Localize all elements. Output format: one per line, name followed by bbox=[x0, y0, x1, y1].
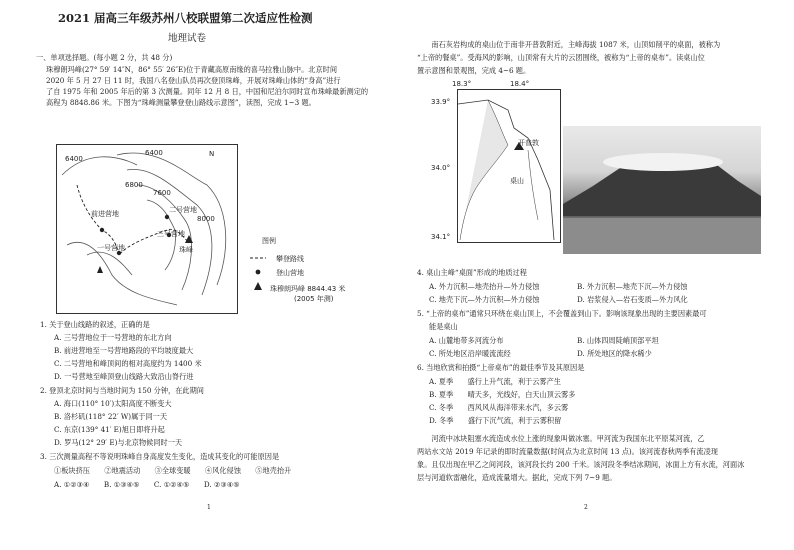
exam-subtitle: 地理试卷 bbox=[168, 33, 207, 44]
q6-option-b: B. 夏季 晴天多，光线好，白天山顶云雾多 bbox=[429, 390, 576, 399]
lat-label: 33.9° bbox=[431, 98, 451, 106]
lat-label: 34.1° bbox=[431, 233, 451, 241]
intro-line: 置示意图和景观图，完成 4~6 题。 bbox=[417, 66, 531, 75]
intro-line: “上帝的餐桌”。受海风的影响，山顶常有大片的云团围绕，被称为“上帝的桌布”。读桌山位 bbox=[417, 53, 705, 62]
contour-label: 6400 bbox=[145, 149, 163, 157]
q1-stem: 1. 关于登山线路的叙述，正确的是 bbox=[40, 320, 150, 329]
q2-option-d: D. 罗马(12° 29′ E)与北京物候同时一天 bbox=[54, 438, 183, 447]
page-number: 1 bbox=[207, 504, 211, 511]
q4-option-a: A. 外力沉积—地壳抬升—外力侵蚀 bbox=[429, 282, 540, 291]
section-heading: 一、单项选择题。(每小题 2 分，共 48 分) bbox=[36, 53, 173, 62]
q5-option-b: B. 山体四周陡峭顶部平坦 bbox=[577, 336, 659, 345]
q6-option-d: D. 冬季 盛行下沉气流，利于云雾积留 bbox=[429, 416, 562, 425]
legend-year-label: (2005 年测) bbox=[294, 295, 334, 303]
right-page bbox=[397, 0, 794, 550]
q2-stem: 2. 登顶北京时间与当地时间为 150 分钟，在此期间 bbox=[40, 386, 204, 395]
north-arrow: N bbox=[209, 150, 215, 158]
camp-forward-label: 前进营地 bbox=[91, 210, 119, 218]
q2-option-c: C. 东京(139° 41′ E)旭日即将升起 bbox=[54, 425, 165, 434]
lon-label: 18.4° bbox=[510, 80, 530, 88]
legend-peak-label: 珠穆朗玛峰 8844.43 米 bbox=[270, 285, 346, 293]
camp-two-label: 二号营地 bbox=[169, 206, 197, 214]
camp-three-label: 三号营地 bbox=[157, 230, 185, 238]
lon-label: 18.3° bbox=[452, 80, 472, 88]
city-label: 开普敦 bbox=[518, 139, 539, 147]
passage-line: 河流中冰块阻塞水流造成水位上涨的现象叫做冰塞。甲河流为我国东北平原某河流，乙 bbox=[417, 434, 705, 443]
passage-line: 两站水文站 2019 年记录的即时流量数据(时间点为北京时间 13 点)。该河流春秋两季有流凌现 bbox=[417, 447, 718, 456]
q4-option-c: C. 地壳下沉—外力沉积—外力侵蚀 bbox=[429, 295, 540, 304]
q4-option-d: D. 岩浆侵入—岩石变质—外力风化 bbox=[577, 295, 688, 304]
q4-stem: 4. 桌山主峰“桌面”形成的地质过程 bbox=[417, 268, 527, 277]
q5-option-d: D. 所处地区的降水稀少 bbox=[577, 349, 652, 358]
q3-choices: A. ①②③④ B. ①③④⑤ C. ①②④⑤ D. ②③④⑤ bbox=[54, 480, 240, 489]
q1-option-a: A. 三号营地位于一号营地的东北方向 bbox=[54, 333, 172, 342]
intro-line: 南石灰岩构成的桌山位于南非开普敦附近，主峰海拔 1087 米，山顶如削平的桌面，被称为 bbox=[417, 40, 721, 49]
passage-line: 象。且仅出现在甲乙之间河段，该河段长约 200 千米。该河段冬季结冰期间，冰面上方有水流，河面冰 bbox=[417, 460, 745, 469]
passage-line: 层与河道软雷融化，造成流量增大。据此，完成下列 7~9 题。 bbox=[417, 473, 617, 482]
q6-option-c: C. 冬季 西风风从海洋带来水汽，多云雾 bbox=[429, 403, 569, 412]
coastline bbox=[458, 90, 560, 242]
intro-line: 了自 1975 年和 2005 年后的第 3 次测量。同年 12 月 8 日，中国和尼泊尔同时宣布珠峰最新测定的 bbox=[46, 87, 369, 96]
q6-option-a: A. 夏季 盛行上升气流，利于云雾产生 bbox=[429, 377, 561, 386]
contour-label: 6400 bbox=[65, 155, 83, 163]
legend-route-label: 攀登路线 bbox=[276, 255, 304, 263]
q5-stem-cont: 能是桌山 bbox=[429, 322, 458, 331]
intro-line: 2020 年 5 月 27 日 11 时，我国八名登山队员再次登顶珠峰，开展对珠峰山体的“身高”进行 bbox=[46, 76, 341, 85]
map-legend bbox=[246, 236, 376, 316]
intro-line: 珠穆朗玛峰(27° 59′ 14″N，86° 55′ 26″E)位于青藏高原南缘的喜马拉雅山脉中。北京时间 bbox=[46, 65, 338, 74]
mountain-label: 桌山 bbox=[510, 177, 524, 185]
legend-symbols bbox=[246, 236, 376, 316]
summit-label: 珠峰 bbox=[179, 246, 193, 254]
everest-route-map bbox=[56, 144, 238, 314]
q5-option-c: C. 所处地区沿岸暖流流经 bbox=[429, 349, 511, 358]
contour-label: 7600 bbox=[153, 189, 171, 197]
camp-one-label: 一号营地 bbox=[97, 244, 125, 252]
page-number: 2 bbox=[584, 504, 588, 511]
q6-stem: 6. 当地欣赏和拍摄“上帝桌布”的最佳季节及其原因是 bbox=[417, 363, 585, 372]
q2-option-b: B. 洛杉矶(118° 22′ W)属于同一天 bbox=[54, 412, 168, 421]
contour-lines bbox=[57, 145, 237, 313]
q3-items: ①板块挤压 ②地震活动 ③全球变暖 ④风化侵蚀 ⑤地壳抬升 bbox=[54, 466, 292, 475]
legend-camp-label: 登山营地 bbox=[276, 269, 304, 277]
contour-label: 8000 bbox=[197, 215, 215, 223]
table-mountain-photo bbox=[563, 126, 761, 254]
q1-option-d: D. 一号营地至峰顶登山线路大致沿山脊行进 bbox=[54, 372, 194, 381]
table-mountain-map bbox=[457, 89, 561, 243]
intro-line: 高程为 8848.86 米。下图为“珠峰测量攀登登山路线示意图”，读图，完成 1~3 题。 bbox=[46, 98, 316, 107]
q3-stem: 3. 三次测量高程不等说明珠峰自身高度发生变化，造成其变化的可能原因是 bbox=[40, 452, 280, 461]
mountain-silhouette bbox=[563, 126, 761, 254]
exam-title: 2021 届高三年级苏州八校联盟第二次适应性检测 bbox=[58, 11, 313, 25]
q5-option-a: A. 山麓地带多河流分布 bbox=[429, 336, 504, 345]
contour-label: 6800 bbox=[125, 181, 143, 189]
lat-label: 34.0° bbox=[431, 164, 451, 172]
q2-option-a: A. 海口(110° 10′)太阳高度不断变大 bbox=[54, 399, 172, 408]
legend-title: 图例 bbox=[262, 237, 276, 245]
q5-stem: 5. “上帝的桌布”通常只环绕在桌山顶上，不会覆盖到山下。影响该现象出现的主要因素最可 bbox=[417, 309, 707, 318]
q4-option-b: B. 外力沉积—地壳下沉—外力侵蚀 bbox=[577, 282, 688, 291]
q1-option-c: C. 二号营地和峰顶间的相对高度约为 1400 米 bbox=[54, 359, 202, 368]
q1-option-b: B. 前进营地至一号营地路段的平均坡度最大 bbox=[54, 346, 194, 355]
